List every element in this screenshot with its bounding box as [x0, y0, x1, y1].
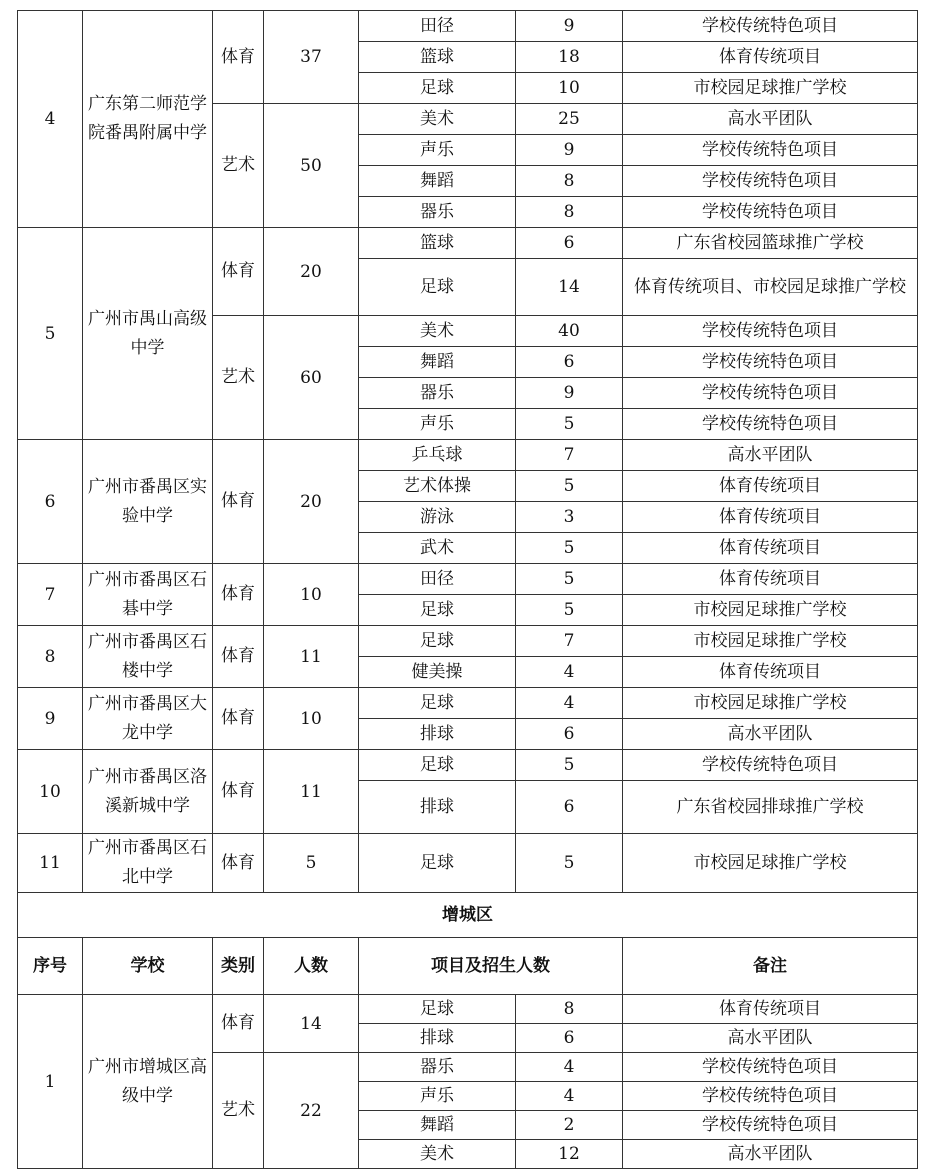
table-row [18, 564, 918, 595]
project-name-cell: 足球 [359, 626, 516, 657]
section-title-row [18, 893, 918, 938]
header-category: 类别 [213, 938, 264, 995]
category-cell: 体育 [213, 995, 264, 1053]
school-name-cell: 广州市番禺区大龙中学 [83, 688, 213, 750]
remark-cell: 高水平团队 [623, 719, 918, 750]
remark-cell: 学校传统特色项目 [623, 316, 918, 347]
remark-cell: 学校传统特色项目 [623, 1082, 918, 1111]
remark-cell: 学校传统特色项目 [623, 11, 918, 42]
school-name-cell: 广州市番禺区洛溪新城中学 [83, 750, 213, 834]
table-row [18, 750, 918, 781]
group-count-cell: 50 [264, 104, 359, 228]
remark-cell: 学校传统特色项目 [623, 347, 918, 378]
remark-cell: 市校园足球推广学校 [623, 73, 918, 104]
project-quota-cell: 4 [516, 657, 623, 688]
header-remark: 备注 [623, 938, 918, 995]
remark-cell: 学校传统特色项目 [623, 750, 918, 781]
group-count-cell: 20 [264, 228, 359, 316]
project-quota-cell: 6 [516, 228, 623, 259]
project-name-cell: 篮球 [359, 42, 516, 73]
project-quota-cell: 6 [516, 781, 623, 834]
remark-cell: 广东省校园篮球推广学校 [623, 228, 918, 259]
remark-cell: 高水平团队 [623, 104, 918, 135]
remark-cell: 市校园足球推广学校 [623, 688, 918, 719]
serial-number-cell: 11 [18, 834, 83, 893]
school-name-cell: 广州市番禺区石碁中学 [83, 564, 213, 626]
project-quota-cell: 6 [516, 1024, 623, 1053]
group-count-cell: 5 [264, 834, 359, 893]
school-name-cell: 广州市增城区高级中学 [83, 995, 213, 1169]
project-quota-cell: 4 [516, 1082, 623, 1111]
table-row [18, 11, 918, 42]
header-row [18, 938, 918, 995]
section-title: 增城区 [18, 893, 918, 938]
project-name-cell: 美术 [359, 104, 516, 135]
category-cell: 体育 [213, 626, 264, 688]
project-name-cell: 声乐 [359, 1082, 516, 1111]
project-name-cell: 美术 [359, 1140, 516, 1169]
remark-cell: 广东省校园排球推广学校 [623, 781, 918, 834]
project-name-cell: 足球 [359, 995, 516, 1024]
serial-number-cell: 6 [18, 440, 83, 564]
project-name-cell: 声乐 [359, 409, 516, 440]
category-cell: 体育 [213, 750, 264, 834]
remark-cell: 学校传统特色项目 [623, 378, 918, 409]
project-name-cell: 足球 [359, 834, 516, 893]
project-quota-cell: 4 [516, 1053, 623, 1082]
table-row [18, 995, 918, 1024]
project-name-cell: 排球 [359, 719, 516, 750]
project-quota-cell: 9 [516, 135, 623, 166]
remark-cell: 体育传统项目 [623, 564, 918, 595]
project-quota-cell: 7 [516, 440, 623, 471]
project-name-cell: 足球 [359, 73, 516, 104]
table-row [18, 228, 918, 259]
remark-cell: 体育传统项目、市校园足球推广学校 [623, 259, 918, 316]
project-quota-cell: 9 [516, 11, 623, 42]
remark-cell: 体育传统项目 [623, 533, 918, 564]
table-row [18, 440, 918, 471]
category-cell: 艺术 [213, 104, 264, 228]
project-name-cell: 田径 [359, 11, 516, 42]
serial-number-cell: 7 [18, 564, 83, 626]
project-quota-cell: 5 [516, 471, 623, 502]
project-name-cell: 舞蹈 [359, 347, 516, 378]
remark-cell: 学校传统特色项目 [623, 197, 918, 228]
serial-number-cell: 5 [18, 228, 83, 440]
header-projects: 项目及招生人数 [359, 938, 623, 995]
project-name-cell: 舞蹈 [359, 166, 516, 197]
category-cell: 艺术 [213, 316, 264, 440]
remark-cell: 学校传统特色项目 [623, 135, 918, 166]
table-row [18, 626, 918, 657]
project-quota-cell: 5 [516, 834, 623, 893]
project-quota-cell: 7 [516, 626, 623, 657]
project-name-cell: 器乐 [359, 378, 516, 409]
project-name-cell: 乒乓球 [359, 440, 516, 471]
group-count-cell: 11 [264, 750, 359, 834]
project-name-cell: 排球 [359, 1024, 516, 1053]
project-quota-cell: 8 [516, 166, 623, 197]
category-cell: 体育 [213, 440, 264, 564]
project-quota-cell: 14 [516, 259, 623, 316]
project-name-cell: 游泳 [359, 502, 516, 533]
project-name-cell: 足球 [359, 259, 516, 316]
project-quota-cell: 18 [516, 42, 623, 73]
remark-cell: 学校传统特色项目 [623, 166, 918, 197]
remark-cell: 市校园足球推广学校 [623, 626, 918, 657]
project-quota-cell: 4 [516, 688, 623, 719]
header-serial-number: 序号 [18, 938, 83, 995]
school-name-cell: 广州市番禺区石楼中学 [83, 626, 213, 688]
group-count-cell: 14 [264, 995, 359, 1053]
remark-cell: 高水平团队 [623, 1140, 918, 1169]
header-count: 人数 [264, 938, 359, 995]
category-cell: 体育 [213, 688, 264, 750]
project-name-cell: 艺术体操 [359, 471, 516, 502]
project-quota-cell: 9 [516, 378, 623, 409]
project-quota-cell: 12 [516, 1140, 623, 1169]
project-name-cell: 舞蹈 [359, 1111, 516, 1140]
project-name-cell: 声乐 [359, 135, 516, 166]
remark-cell: 学校传统特色项目 [623, 409, 918, 440]
serial-number-cell: 4 [18, 11, 83, 228]
project-quota-cell: 8 [516, 995, 623, 1024]
school-name-cell: 广州市禺山高级中学 [83, 228, 213, 440]
project-quota-cell: 40 [516, 316, 623, 347]
school-name-cell: 广东第二师范学院番禺附属中学 [83, 11, 213, 228]
remark-cell: 学校传统特色项目 [623, 1111, 918, 1140]
school-name-cell: 广州市番禺区石北中学 [83, 834, 213, 893]
table-row [18, 834, 918, 893]
project-name-cell: 器乐 [359, 1053, 516, 1082]
category-cell: 体育 [213, 834, 264, 893]
category-cell: 体育 [213, 564, 264, 626]
remark-cell: 体育传统项目 [623, 42, 918, 73]
project-quota-cell: 5 [516, 533, 623, 564]
serial-number-cell: 8 [18, 626, 83, 688]
group-count-cell: 10 [264, 564, 359, 626]
remark-cell: 体育传统项目 [623, 502, 918, 533]
group-count-cell: 37 [264, 11, 359, 104]
project-name-cell: 足球 [359, 688, 516, 719]
project-name-cell: 篮球 [359, 228, 516, 259]
project-quota-cell: 5 [516, 409, 623, 440]
remark-cell: 高水平团队 [623, 1024, 918, 1053]
school-name-cell: 广州市番禺区实验中学 [83, 440, 213, 564]
remark-cell: 体育传统项目 [623, 995, 918, 1024]
remark-cell: 市校园足球推广学校 [623, 595, 918, 626]
project-name-cell: 排球 [359, 781, 516, 834]
group-count-cell: 60 [264, 316, 359, 440]
project-name-cell: 美术 [359, 316, 516, 347]
project-quota-cell: 2 [516, 1111, 623, 1140]
project-name-cell: 器乐 [359, 197, 516, 228]
project-quota-cell: 6 [516, 347, 623, 378]
remark-cell: 体育传统项目 [623, 657, 918, 688]
header-school: 学校 [83, 938, 213, 995]
serial-number-cell: 10 [18, 750, 83, 834]
category-cell: 体育 [213, 228, 264, 316]
project-quota-cell: 5 [516, 595, 623, 626]
project-quota-cell: 10 [516, 73, 623, 104]
project-quota-cell: 3 [516, 502, 623, 533]
project-name-cell: 健美操 [359, 657, 516, 688]
group-count-cell: 11 [264, 626, 359, 688]
admissions-table [17, 10, 918, 1169]
remark-cell: 学校传统特色项目 [623, 1053, 918, 1082]
group-count-cell: 10 [264, 688, 359, 750]
category-cell: 体育 [213, 11, 264, 104]
table-row [18, 688, 918, 719]
project-name-cell: 足球 [359, 595, 516, 626]
category-cell: 艺术 [213, 1053, 264, 1169]
serial-number-cell: 1 [18, 995, 83, 1169]
group-count-cell: 20 [264, 440, 359, 564]
project-quota-cell: 5 [516, 750, 623, 781]
project-name-cell: 武术 [359, 533, 516, 564]
project-quota-cell: 8 [516, 197, 623, 228]
project-name-cell: 足球 [359, 750, 516, 781]
serial-number-cell: 9 [18, 688, 83, 750]
remark-cell: 市校园足球推广学校 [623, 834, 918, 893]
remark-cell: 高水平团队 [623, 440, 918, 471]
group-count-cell: 22 [264, 1053, 359, 1169]
remark-cell: 体育传统项目 [623, 471, 918, 502]
project-quota-cell: 25 [516, 104, 623, 135]
project-name-cell: 田径 [359, 564, 516, 595]
project-quota-cell: 5 [516, 564, 623, 595]
project-quota-cell: 6 [516, 719, 623, 750]
